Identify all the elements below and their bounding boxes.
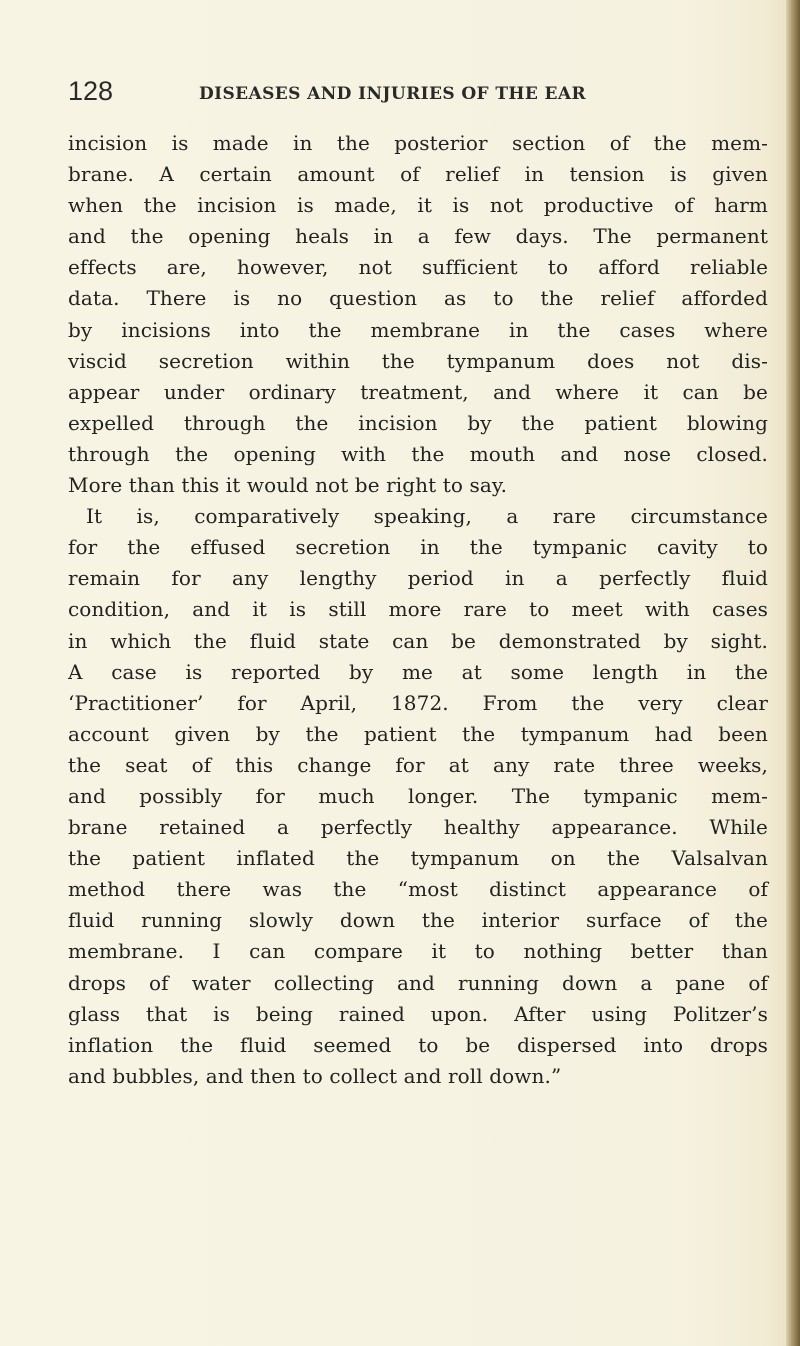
running-title: DISEASES AND INJURIES OF THE EAR [199,84,586,104]
text-line: when the incision is made, it is not productive of harm [68,193,768,218]
text-line: viscid secretion within the tympanum does not dis- [68,348,768,373]
text-line: membrane. I can compare it to nothing better than [68,939,768,964]
text-line: It is, comparatively speaking, a rare circumstance [86,504,768,529]
text-line: method there was the “most distinct appearance of [68,877,768,902]
page-edge-shadow [786,0,800,1346]
text-line: incision is made in the posterior section of the mem- [68,131,768,155]
running-header [68,76,768,116]
text-line: data. There is no question as to the relief afforded [68,286,768,311]
text-line: the seat of this change for at any rate three weeks, [68,752,768,777]
text-line: condition, and it is still more rare to meet with cases [68,597,768,622]
text-line: and the opening heals in a few days. The permanent [68,224,768,249]
text-line: effects are, however, not sufficient to afford reliable [68,255,768,280]
text-line: in which the fluid state can be demonstrated by sight. [68,628,768,653]
text-line: for the effused secretion in the tympanic cavity to [68,535,768,560]
text-line: by incisions into the membrane in the cases where [68,317,768,342]
text-line: inflation the fluid seemed to be dispersed into drops [68,1032,768,1057]
text-line: through the opening with the mouth and nose closed. [68,441,768,466]
page-number: 128 [68,76,114,106]
text-line: More than this it would not be right to say. [68,473,508,498]
text-line: remain for any lengthy period in a perfectly fluid [68,566,768,591]
text-line: glass that is being rained upon. After using Politzer’s [68,1001,768,1026]
text-line: brane. A certain amount of relief in tension is given [68,162,768,187]
text-line: brane retained a perfectly healthy appearance. While [68,815,768,840]
text-line: appear under ordinary treatment, and where it can be [68,379,768,404]
body-text [68,128,768,1092]
text-line: and possibly for much longer. The tympanic mem- [68,783,768,808]
text-line: ‘Practitioner’ for April, 1872. From the very clear [68,690,768,715]
text-line: account given by the patient the tympanum had been [68,721,768,746]
text-line: A case is reported by me at some length in the [68,659,768,684]
text-line: expelled through the incision by the patient blowing [68,410,768,435]
text-line: the patient inflated the tympanum on the Valsalvan [68,846,768,871]
text-line: and bubbles, and then to collect and roll down.” [68,1063,562,1088]
text-line: drops of water collecting and running down a pane of [68,970,768,995]
text-line: fluid running slowly down the interior surface of the [68,908,768,933]
